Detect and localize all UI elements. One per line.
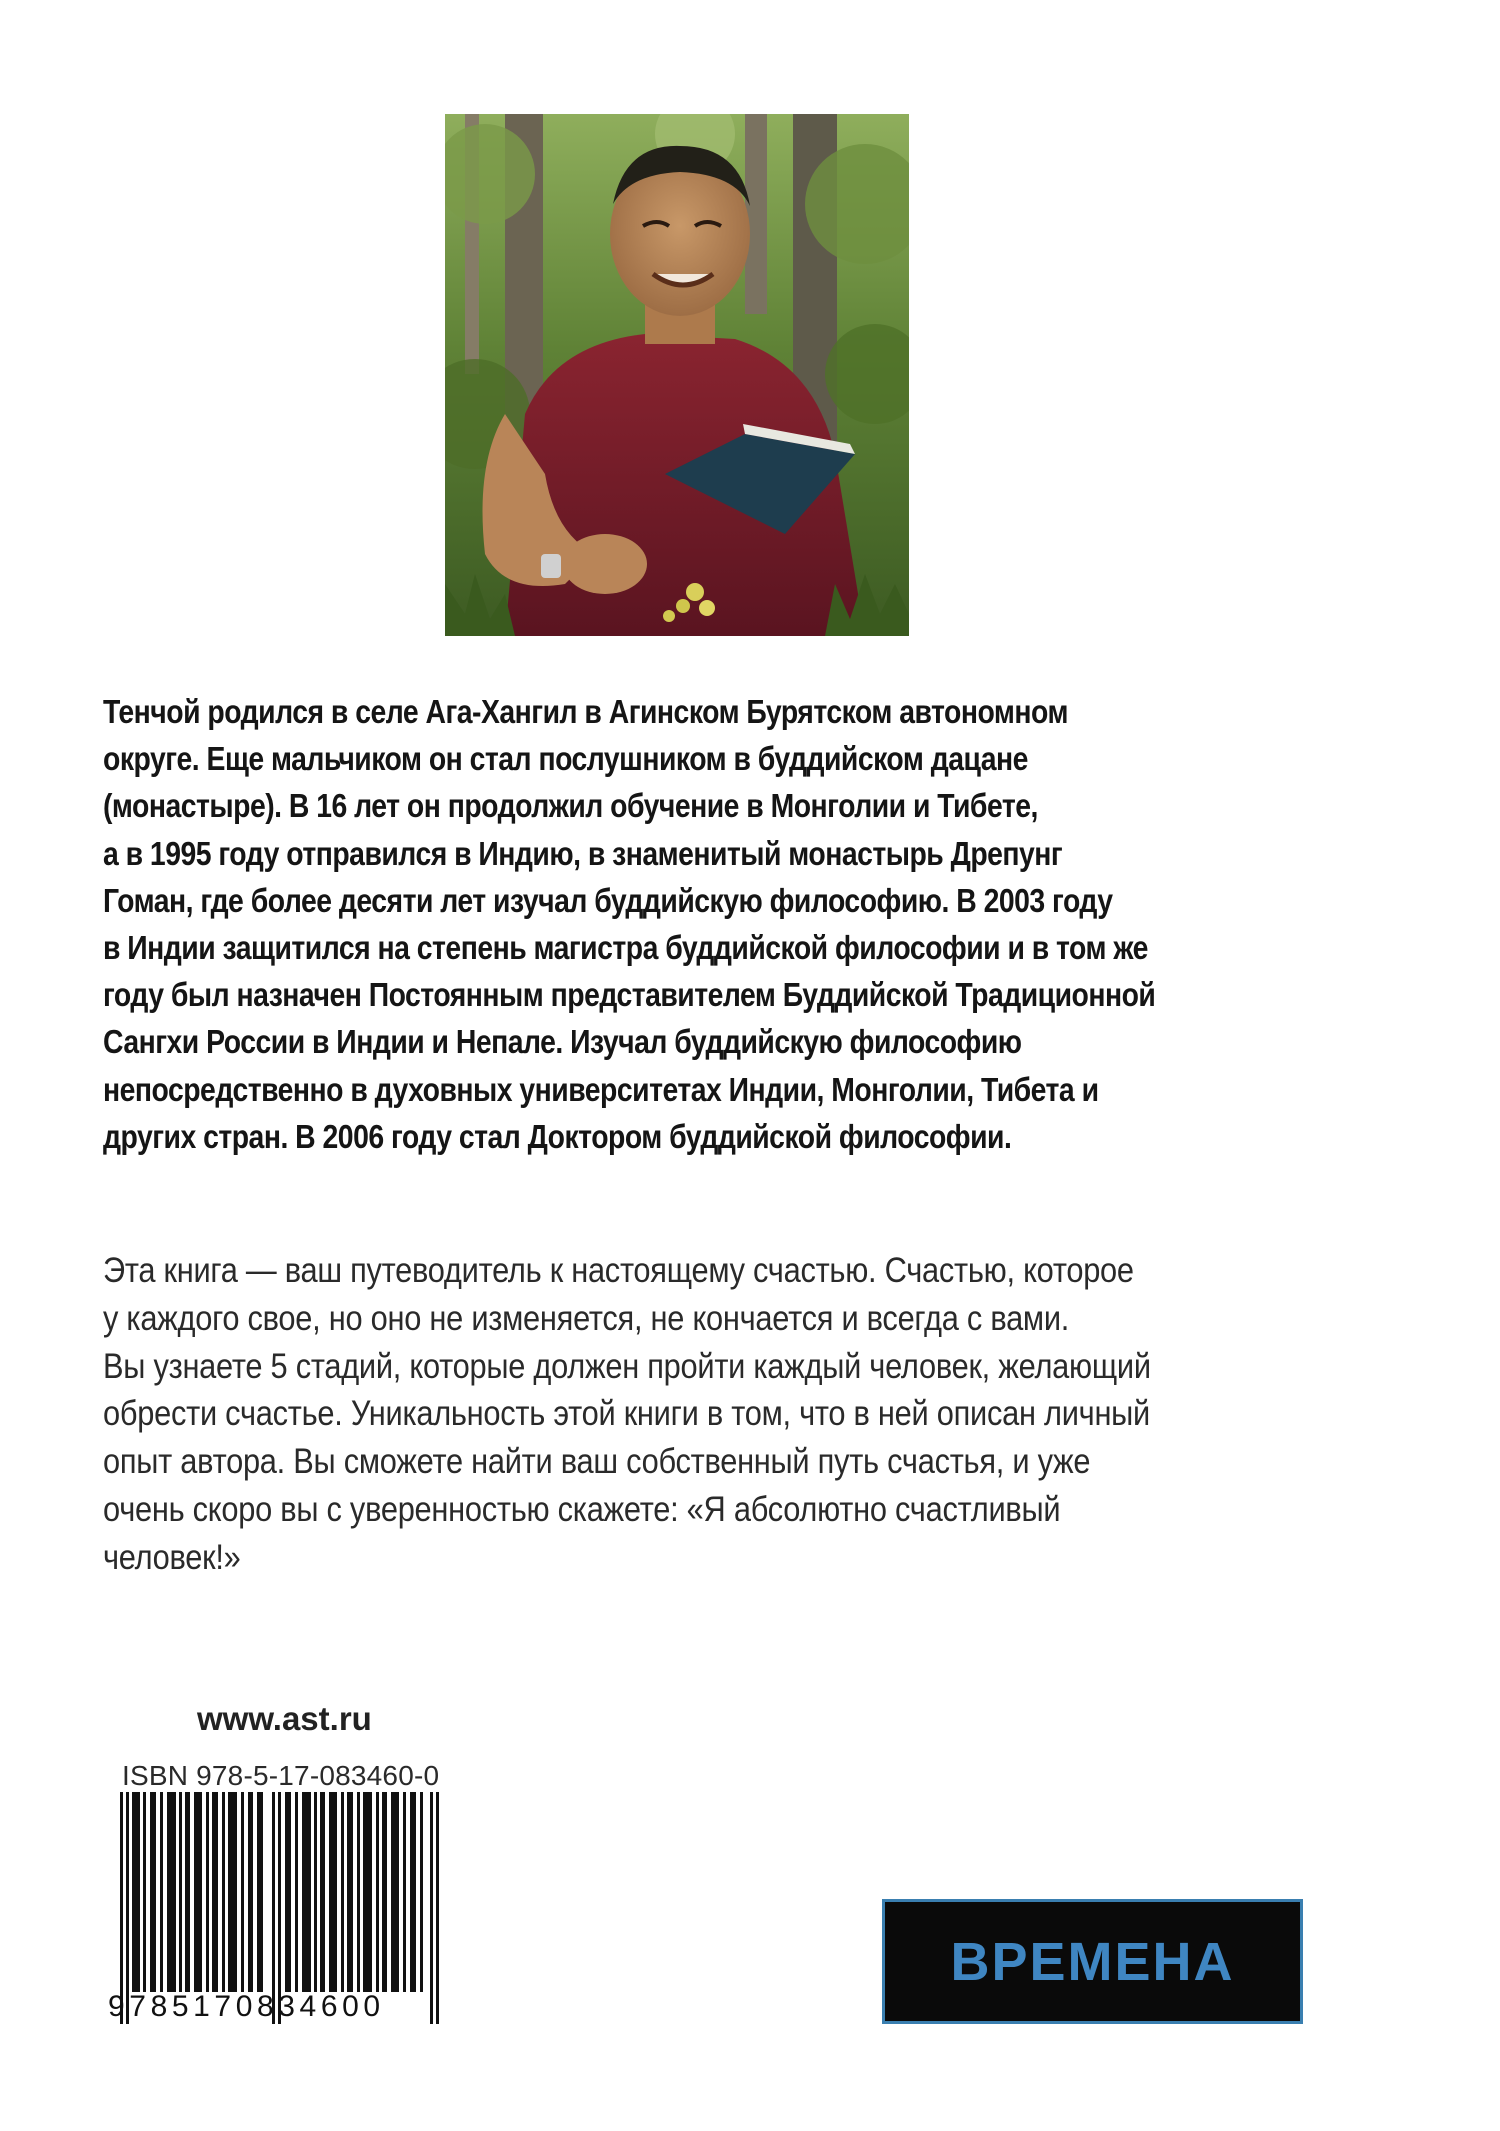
author-photo-image (445, 114, 909, 636)
publisher-logo (882, 1899, 1303, 2024)
publisher-url[interactable]: www.ast.ru (197, 1700, 372, 1737)
book-description: Эта книга — ваш путеводитель к настоящему счастью. Счастью, которое у каждого свое, но оно не изменяется, не кончается и всегда с вами. Вы узнаете 5 стадий, которые должен пройти каждый человек, желающий обрести счастье. Уникальность этой книги в том, что в ней описан личный опыт автора. Вы сможете найти ваш собственный путь счастья, и уже очень скоро вы с уверенностью скажете: «Я абсолютно счастливый человек!» (103, 1251, 1151, 1577)
publisher-logo-text: ВРЕМЕНА (950, 1931, 1235, 1992)
author-bio: Тенчой родился в селе Ага-Хангил в Агинском Бурятском автономном округе. Еще мальчиком он стал послушником в буддийском дацане (монастыре). В 16 лет он продолжил обучение в Монголии и Тибете, а в 1995 году отправился в Индию, в знаменитый монастырь Дрепунг Гоман, где более десяти лет изучал буддийскую философию. В 2003 году в Индии защитился на степень магистра буддийской философии и в том же году был назначен Постоянным представителем Буддийской Традиционной Сангхи России в Индии и Непале. Изучал буддийскую философию непосредственно в духовных университетах Индии, Монголии, Тибета и других стран. В 2006 году стал Доктором буддийской философии. (103, 693, 1156, 1155)
isbn-label: ISBN 978-5-17-083460-0 (122, 1760, 440, 1791)
author-photo (445, 114, 909, 636)
barcode-digits: 9785170834600 (108, 1990, 385, 2023)
